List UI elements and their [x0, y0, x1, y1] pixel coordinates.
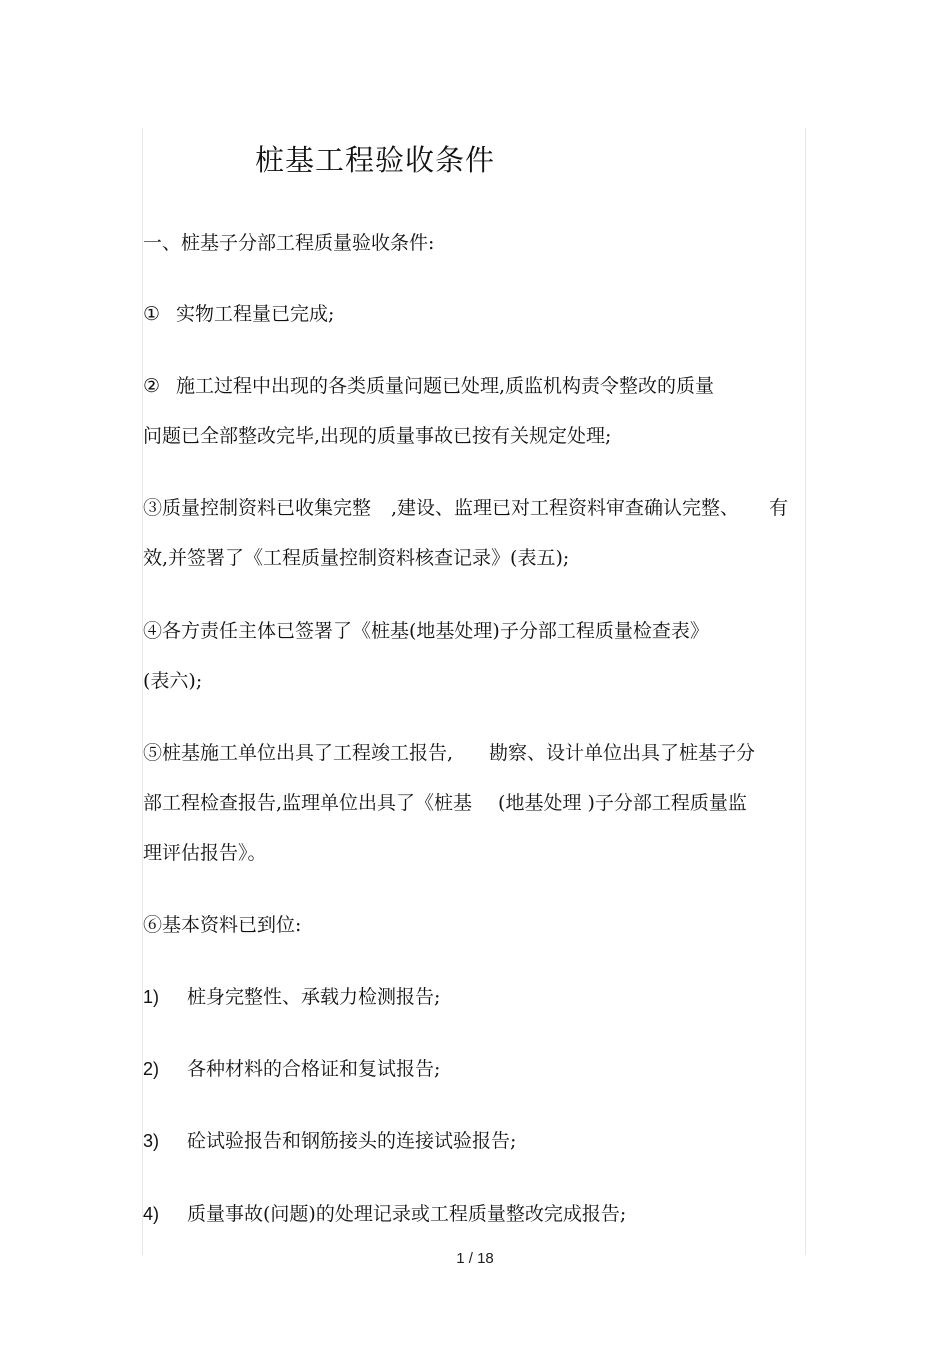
condition-4-text: ④各方责任主体已签署了《桩基(地基处理)子分部工程质量检查表》: [143, 620, 709, 642]
list-item-3-number: 3): [143, 1131, 160, 1151]
condition-2-text-cont: 问题已全部整改完毕,出现的质量事故已按有关规定处理;: [143, 425, 612, 447]
condition-3-text-a: ③质量控制资料已收集完整: [143, 497, 372, 519]
condition-5-text-a: ⑤桩基施工单位出具了工程竣工报告,: [143, 742, 454, 764]
condition-1-marker: ①: [143, 303, 161, 325]
condition-1-text: 实物工程量已完成;: [176, 303, 335, 325]
condition-6: [143, 912, 301, 938]
condition-1: [143, 301, 334, 327]
condition-5-text-d: (地基处理 )子分部工程质量监: [498, 792, 747, 814]
condition-6-text: ⑥基本资料已到位:: [143, 914, 302, 936]
right-margin-line: [805, 128, 806, 1255]
list-item-1-number: 1): [143, 987, 160, 1007]
list-item-1: [143, 984, 440, 1010]
page-indicator: 1 / 18: [456, 1250, 494, 1267]
condition-3: [143, 495, 788, 521]
list-item-2-text: 各种材料的合格证和复试报告;: [187, 1058, 441, 1080]
condition-4-continued: [143, 668, 202, 694]
condition-4-text-cont: (表六);: [143, 670, 203, 692]
document-title: 桩基工程验收条件: [255, 143, 496, 177]
list-item-2: [143, 1056, 440, 1082]
condition-2-text: 施工过程中出现的各类质量问题已处理,质监机构责令整改的质量: [176, 375, 715, 397]
condition-3-text-b: ,建设、监理已对工程资料审查确认完整、: [391, 497, 740, 519]
condition-5-text-c: 部工程检查报告,监理单位出具了《桩基: [143, 792, 473, 814]
condition-4: [143, 618, 709, 644]
condition-2: [143, 373, 714, 399]
list-item-2-number: 2): [143, 1059, 160, 1079]
list-item-1-text: 桩身完整性、承载力检测报告;: [187, 986, 441, 1008]
condition-5: [143, 740, 755, 766]
list-item-4-text: 质量事故(问题)的处理记录或工程质量整改完成报告;: [187, 1203, 627, 1225]
list-item-4: [143, 1201, 626, 1227]
list-item-3-text: 砼试验报告和钢筋接头的连接试验报告;: [187, 1130, 517, 1152]
condition-2-marker: ②: [143, 375, 161, 397]
list-item-4-number: 4): [143, 1204, 160, 1224]
condition-5-text-e: 理评估报告》。: [143, 842, 267, 864]
condition-3-text-c: 有: [769, 497, 789, 519]
section-heading: [143, 230, 434, 256]
section-heading-text: 一、桩基子分部工程质量验收条件:: [143, 232, 435, 254]
condition-2-continued: [143, 423, 611, 449]
condition-5-continued-2: [143, 840, 267, 866]
condition-3-text-cont: 效,并签署了《工程质量控制资料核查记录》(表五);: [143, 547, 570, 569]
condition-5-text-b: 勘察、设计单位出具了桩基子分: [489, 742, 756, 764]
condition-5-continued: [143, 790, 747, 816]
condition-3-continued: [143, 545, 569, 571]
list-item-3: [143, 1128, 516, 1154]
